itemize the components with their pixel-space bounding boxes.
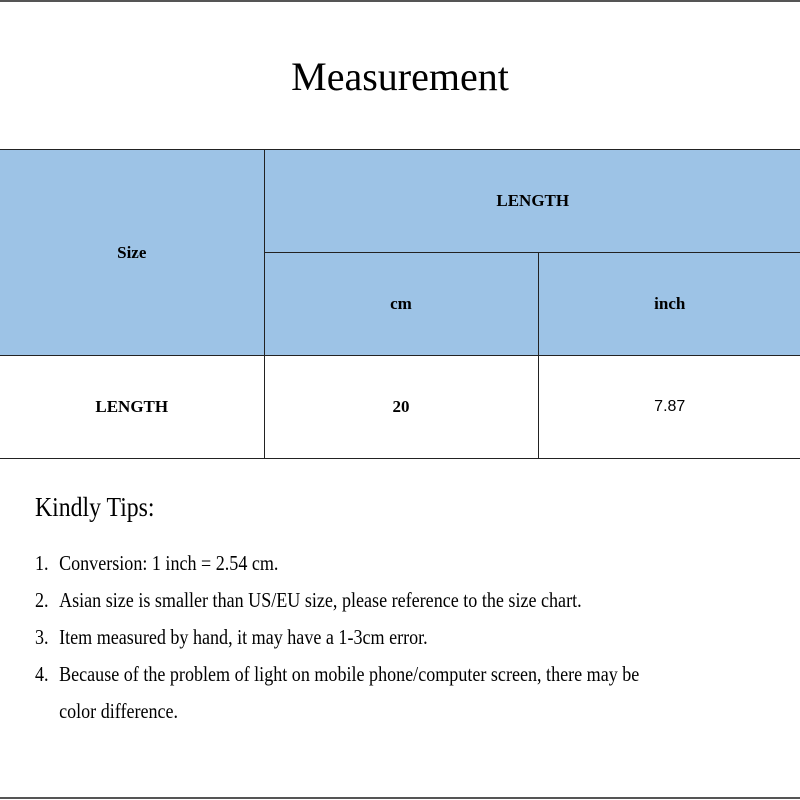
row-label-cell: LENGTH (0, 356, 264, 459)
list-item (35, 619, 689, 656)
inch-header-cell: inch (538, 253, 800, 356)
list-item-number: 3. (35, 625, 49, 649)
cm-header-cell: cm (264, 253, 538, 356)
size-header-cell: Size (0, 150, 264, 356)
table-header-row (0, 150, 800, 253)
list-item-number: 4. (35, 662, 49, 686)
list-item-text: Item measured by hand, it may have a 1-3cm error. (59, 625, 428, 649)
top-border-line (0, 0, 800, 2)
inch-value-cell: 7.87 (538, 356, 800, 459)
list-item (35, 545, 689, 582)
list-item-continuation: color difference. (59, 699, 179, 723)
list-item-text: Conversion: 1 inch = 2.54 cm. (59, 551, 279, 575)
list-item-text: Because of the problem of light on mobile phone/computer screen, there may be (59, 662, 640, 686)
page-title: Measurement (291, 54, 509, 99)
list-item-text: Asian size is smaller than US/EU size, please reference to the size chart. (59, 588, 582, 612)
list-item (35, 582, 689, 619)
list-item-number: 1. (35, 551, 49, 575)
list-item-number: 2. (35, 588, 49, 612)
bottom-border-line (0, 797, 800, 799)
table-row (0, 356, 800, 459)
length-group-header-cell: LENGTH (264, 150, 800, 253)
list-item (35, 656, 689, 730)
size-chart-table (0, 149, 800, 459)
cm-value-cell: 20 (264, 356, 538, 459)
tips-list (35, 545, 795, 730)
tips-heading: Kindly Tips: (35, 492, 155, 522)
